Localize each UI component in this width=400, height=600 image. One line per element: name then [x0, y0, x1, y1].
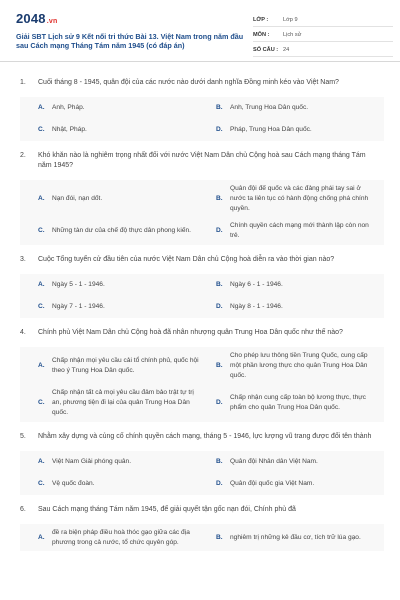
- option-letter: C.: [38, 479, 45, 487]
- option-letter: D.: [216, 227, 223, 235]
- meta-key: MÔN :: [253, 32, 270, 38]
- question-number: 5.: [20, 432, 26, 440]
- answer-option[interactable]: [216, 347, 384, 384]
- answer-option[interactable]: [216, 451, 384, 473]
- answer-option[interactable]: [38, 524, 206, 552]
- question-text: Cuộc Tổng tuyển cử đầu tiên của nước Việt Nam Dân chủ Cộng hoà diễn ra vào thời gian nào?: [38, 255, 335, 263]
- question-number: 2.: [20, 152, 26, 159]
- meta-row: [253, 29, 393, 42]
- question-item: [20, 151, 384, 245]
- question-item: [20, 432, 384, 495]
- answer-option[interactable]: [38, 97, 206, 119]
- option-text: Chấp nhận cung cấp toàn bộ lương thực, thực phẩm cho quân Trung Hoa Dân quốc.: [230, 394, 366, 412]
- question-text: Nhằm xây dựng và củng cố chính quyền cách mạng, tháng 5 - 1946, lực lượng vũ trang được đổi tên thành: [38, 432, 372, 440]
- option-text: Ngày 5 - 1 - 1946.: [52, 281, 105, 289]
- answer-option[interactable]: [38, 296, 206, 318]
- answer-option[interactable]: [38, 384, 206, 421]
- option-text: Chấp nhận tất cả mọi yêu cầu đảm bảo trật tự trị an, phương tiện đi lại của quân Trung Hoa Dân quốc.: [52, 389, 194, 416]
- question-line: [20, 78, 384, 88]
- option-letter: A.: [38, 194, 45, 202]
- question-line: [20, 505, 384, 515]
- document-header: [0, 0, 400, 62]
- question-item: [20, 505, 384, 552]
- question-line: [20, 255, 384, 265]
- answer-option[interactable]: [38, 119, 206, 141]
- answer-option[interactable]: [38, 274, 206, 296]
- option-letter: A.: [38, 104, 45, 112]
- option-letter: C.: [38, 227, 45, 235]
- option-text: Chấp nhận mọi yêu cầu cải tổ chính phủ, quốc hội theo ý Trung Hoa Dân quốc.: [52, 356, 199, 374]
- question-line: [20, 151, 384, 171]
- option-letter: D.: [216, 399, 223, 407]
- meta-key: LỚP :: [253, 17, 269, 23]
- option-letter: D.: [216, 303, 223, 311]
- question-list: [0, 62, 400, 551]
- question-text: Sau Cách mạng tháng Tám năm 1945, để giải quyết tận gốc nạn đói, Chính phủ đã: [38, 505, 296, 513]
- meta-value: Lớp 9: [283, 17, 298, 23]
- option-text: Ngày 7 - 1 - 1946.: [52, 303, 105, 311]
- option-text: Chính quyền cách mạng mới thành lập còn non trẻ.: [230, 222, 369, 240]
- answer-options: [20, 274, 384, 318]
- option-letter: C.: [38, 126, 45, 134]
- answer-option[interactable]: [216, 97, 384, 119]
- answer-option[interactable]: [216, 180, 384, 217]
- question-text: Cuối tháng 8 - 1945, quân đội của các nước nào dưới danh nghĩa Đồng minh kéo vào Việt Nam?: [38, 79, 339, 86]
- answer-option[interactable]: [216, 274, 384, 296]
- option-letter: D.: [216, 479, 223, 487]
- answer-options: [20, 347, 384, 422]
- option-letter: C.: [38, 399, 45, 407]
- answer-option[interactable]: [216, 524, 384, 552]
- question-item: [20, 78, 384, 141]
- option-letter: A.: [38, 533, 45, 541]
- option-text: Pháp, Trung Hoa Dân quốc.: [230, 126, 312, 134]
- answer-option[interactable]: [216, 217, 384, 245]
- question-line: [20, 328, 384, 338]
- meta-panel: [253, 14, 393, 59]
- answer-option[interactable]: [38, 180, 206, 217]
- answer-option[interactable]: [216, 119, 384, 141]
- question-number: 4.: [20, 328, 26, 336]
- question-text: Khó khăn nào là nghiêm trọng nhất đối với nước Việt Nam Dân chủ Cộng hoà sau Cách mạng tháng Tám năm 1945?: [38, 152, 366, 169]
- answer-option[interactable]: [38, 451, 206, 473]
- meta-key: SỐ CÂU :: [253, 47, 279, 53]
- question-number: 3.: [20, 255, 26, 263]
- answer-option[interactable]: [38, 347, 206, 384]
- answer-options: [20, 524, 384, 552]
- meta-row: [253, 44, 393, 57]
- option-text: Những tàn dư của chế độ thực dân phong kiến.: [52, 227, 191, 235]
- question-number: 1.: [20, 79, 26, 86]
- answer-options: [20, 451, 384, 495]
- site-logo[interactable]: 2048.vn: [16, 11, 58, 26]
- page-title: Giải SBT Lịch sử 9 Kết nối tri thức Bài 13. Việt Nam trong năm đầu sau Cách mạng Tháng Tám năm 1945 (có đáp án): [16, 32, 244, 51]
- answer-options: [20, 180, 384, 245]
- option-text: Vệ quốc đoàn.: [52, 479, 95, 487]
- question-item: [20, 255, 384, 318]
- option-text: đề ra biện pháp điều hoà thóc gạo giữa các địa phương trong cả nước, tổ chức quyên góp.: [52, 528, 190, 546]
- option-letter: A.: [38, 281, 45, 289]
- option-letter: B.: [216, 194, 223, 202]
- meta-value: Lịch sử: [283, 32, 302, 38]
- option-text: Ngày 8 - 1 - 1946.: [230, 303, 283, 311]
- meta-value: 24: [283, 47, 290, 53]
- option-letter: B.: [216, 281, 223, 289]
- option-letter: C.: [38, 303, 45, 311]
- option-text: Ngày 6 - 1 - 1946.: [230, 281, 283, 289]
- option-letter: B.: [216, 361, 223, 369]
- option-text: Việt Nam Giải phóng quân.: [52, 457, 132, 465]
- answer-option[interactable]: [216, 473, 384, 495]
- meta-row: [253, 14, 393, 27]
- question-item: [20, 328, 384, 422]
- option-text: Quân đội Nhân dân Việt Nam.: [230, 457, 318, 465]
- question-text: Chính phủ Việt Nam Dân chủ Cộng hoà đã nhân nhượng quân Trung Hoa Dân quốc như thế nào?: [38, 328, 343, 336]
- option-text: Nhật, Pháp.: [52, 126, 87, 134]
- answer-option[interactable]: [38, 473, 206, 495]
- answer-option[interactable]: [216, 296, 384, 318]
- question-number: 6.: [20, 505, 26, 513]
- option-letter: A.: [38, 457, 45, 465]
- option-text: Cho phép lưu thông tiền Trung Quốc, cung cấp một phần lương thực cho quân Trung Hoa Dân quốc.: [230, 351, 368, 379]
- option-text: Anh, Trung Hoa Dân quốc.: [230, 104, 309, 112]
- option-letter: B.: [216, 104, 223, 112]
- answer-options: [20, 97, 384, 141]
- option-letter: B.: [216, 457, 223, 465]
- option-letter: A.: [38, 361, 45, 369]
- option-text: Quân đội quốc gia Việt Nam.: [230, 479, 315, 487]
- option-text: Anh, Pháp.: [52, 104, 85, 112]
- option-letter: B.: [216, 533, 223, 541]
- option-text: Nạn đói, nạn dốt.: [52, 194, 103, 202]
- option-letter: D.: [216, 126, 223, 134]
- answer-option[interactable]: [216, 384, 384, 421]
- option-text: nghiêm trị những kẻ đầu cơ, tích trữ lúa gạo.: [230, 533, 361, 541]
- option-text: Quân đội đế quốc và các đảng phái tay sai ở nước ta liên tục có hành động chống phá chính quyền.: [230, 185, 369, 212]
- question-line: [20, 432, 384, 442]
- answer-option[interactable]: [38, 217, 206, 245]
